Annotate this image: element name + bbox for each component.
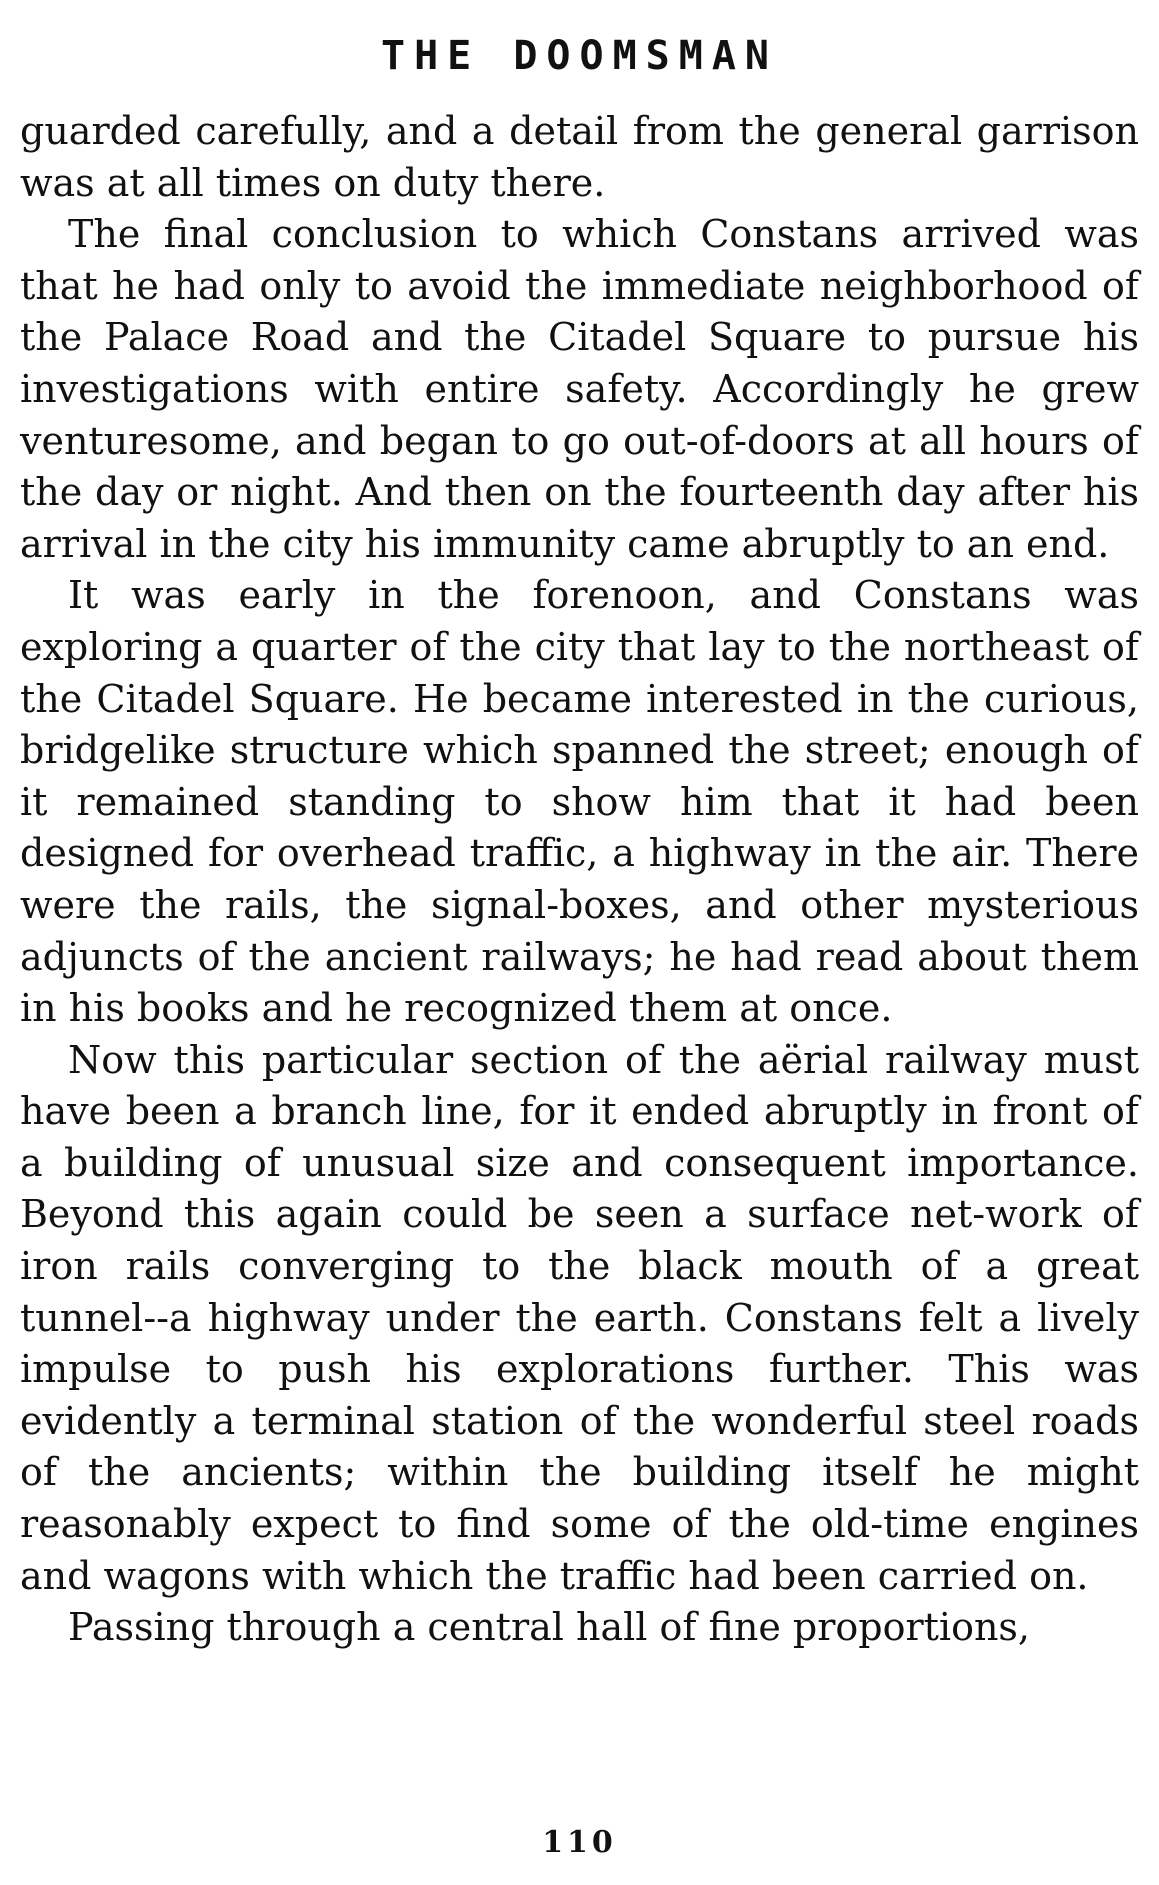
paragraph: The final conclusion to which Constans arrived was that he had only to avoid the immediate neighborhood of the Palace Road and the Citadel Square to pursue his investigations with entire safety. Accordingly he grew venturesome, and began to go out-of-doors at all hours of the day or night. And then on the fourteenth day after his arrival in the city his immunity came abruptly to an end. xyxy=(20,212,1139,566)
paragraph: Now this particular section of the aërial railway must have been a branch line, for it ended abruptly in front of a building of unusual size and consequent importance. Beyond this again could be seen a surface net-work of iron rails converging to the black mouth of a great tunnel--a highway under the earth. Constans felt a lively impulse to push his explorations further. This was evidently a terminal station of the wonderful steel roads of the ancients; within the building itself he might reasonably expect to find some of the old-time engines and wagons with which the traffic had been carried on. xyxy=(20,1037,1139,1598)
running-head: THE DOOMSMAN xyxy=(381,33,778,79)
paragraph-last: Passing through a central hall of fine proportions, xyxy=(68,1605,1031,1650)
paragraph-continued: guarded carefully, and a detail from the general garrison was at all times on duty there. xyxy=(20,109,1139,205)
body-text xyxy=(20,106,1139,1654)
page-number: 110 xyxy=(542,1825,617,1860)
paragraph: It was early in the forenoon, and Constans was exploring a quarter of the city that lay to the northeast of the Citadel Square. He became interested in the curious, bridgelike structure which spanned the street; enough of it remained standing to show him that it had been designed for overhead traffic, a highway in the air. There were the rails, the signal-boxes, and other mysterious adjuncts of the ancient railways; he had read about them in his books and he recognized them at once. xyxy=(20,573,1139,1031)
